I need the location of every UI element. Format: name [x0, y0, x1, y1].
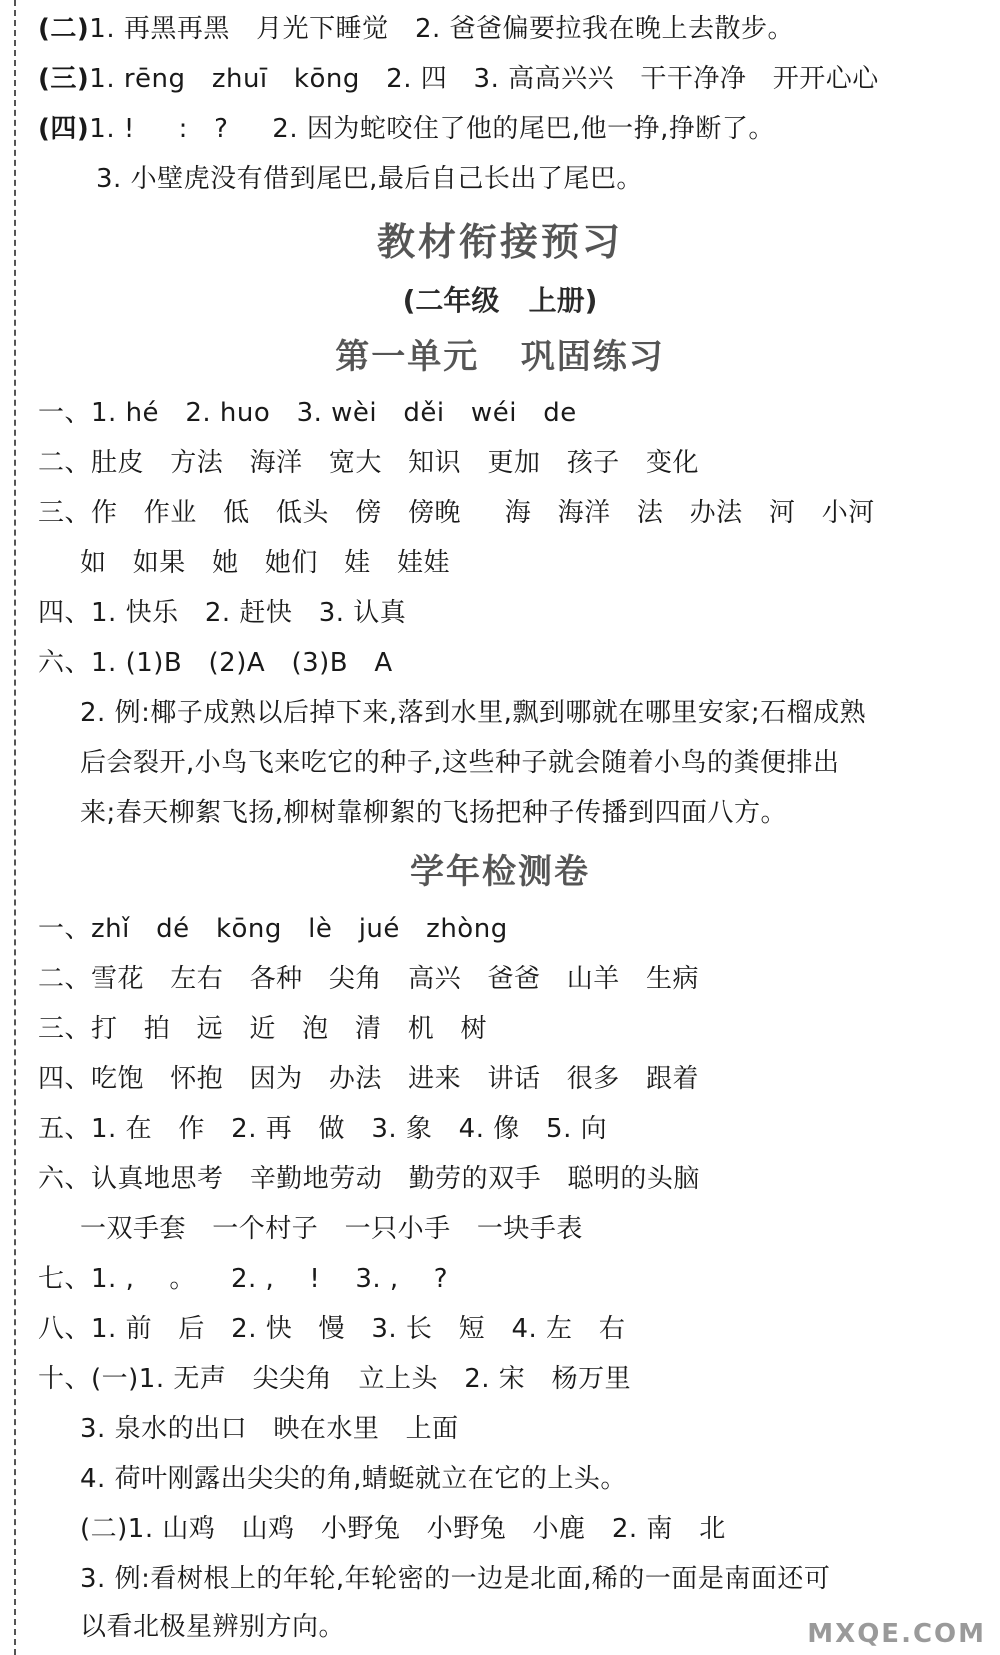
- unit1-line-3-cont: 如 如果 她 她们 娃 娃娃: [80, 548, 450, 578]
- exam-line-7: 七、1. , 。 2. , ! 3. , ?: [38, 1264, 449, 1294]
- answer-line-4-cont: 3. 小壁虎没有借到尾巴,最后自己长出了尾巴。: [96, 164, 643, 194]
- exam-title: 学年检测卷: [410, 852, 590, 892]
- answer-line-3: [38, 62, 879, 96]
- unit1-line-1: 一、1. hé 2. huo 3. wèi děi wéi de: [38, 398, 577, 428]
- answer-text: 1. 再黑再黑 月光下睡觉 2. 爸爸偏要拉我在晚上去散步。: [89, 14, 795, 44]
- exam-line-6: 六、认真地思考 辛勤地劳动 勤劳的双手 聪明的头脑: [38, 1164, 700, 1194]
- site-watermark: MXQE.COM: [807, 1619, 986, 1649]
- exam-line-10-part2-3: 3. 例:看树根上的年轮,年轮密的一边是北面,稀的一面是南面还可: [80, 1564, 831, 1594]
- exam-line-4: 四、吃饱 怀抱 因为 办法 进来 讲话 很多 跟着: [38, 1064, 700, 1094]
- unit1-title: 第一单元 巩固练习: [335, 337, 665, 377]
- answer-text: 1. rēng zhuī kōng 2. 四 3. 高高兴兴 干干净净 开开心心: [89, 64, 879, 94]
- exam-line-5: 五、1. 在 作 2. 再 做 3. 象 4. 像 5. 向: [38, 1114, 608, 1144]
- unit1-line-6-ex2: 后会裂开,小鸟飞来吃它的种子,这些种子就会随着小鸟的粪便排出: [80, 748, 840, 778]
- exam-line-3: 三、打 拍 远 近 泡 清 机 树: [38, 1014, 488, 1044]
- main-title: 教材衔接预习: [376, 220, 623, 264]
- answer-line-2: [38, 12, 794, 46]
- exam-line-10: 十、(一)1. 无声 尖尖角 立上头 2. 宋 杨万里: [38, 1364, 632, 1394]
- answer-line-4: [38, 112, 775, 146]
- unit1-line-6-ex1: 2. 例:椰子成熟以后掉下来,落到水里,飘到哪就在哪里安家;石榴成熟: [80, 698, 867, 728]
- exam-line-2: 二、雪花 左右 各种 尖角 高兴 爸爸 山羊 生病: [38, 964, 700, 994]
- section-marker: (二): [38, 14, 90, 44]
- exam-line-8: 八、1. 前 后 2. 快 慢 3. 长 短 4. 左 右: [38, 1314, 626, 1344]
- section-marker: (四): [38, 114, 90, 144]
- exam-line-10-3: 3. 泉水的出口 映在水里 上面: [80, 1414, 459, 1444]
- exam-line-6-cont: 一双手套 一个村子 一只小手 一块手表: [80, 1214, 583, 1244]
- unit1-line-6-ex3: 来;春天柳絮飞扬,柳树靠柳絮的飞扬把种子传播到四面八方。: [80, 798, 788, 828]
- exam-line-10-4: 4. 荷叶刚露出尖尖的角,蜻蜓就立在它的上头。: [80, 1464, 627, 1494]
- exam-line-10-part2-3-cont: 以看北极星辨别方向。: [80, 1612, 346, 1642]
- exam-line-1: 一、zhǐ dé kōng lè jué zhòng: [38, 914, 508, 944]
- unit1-line-6: 六、1. (1)B (2)A (3)B A: [38, 648, 393, 678]
- answer-text: 1. ! : ? 2. 因为蛇咬住了他的尾巴,他一挣,挣断了。: [89, 114, 775, 144]
- unit1-line-2: 二、肚皮 方法 海洋 宽大 知识 更加 孩子 变化: [38, 448, 700, 478]
- section-marker: (三): [38, 64, 90, 94]
- exam-line-10-part2: (二)1. 山鸡 山鸡 小野兔 小野兔 小鹿 2. 南 北: [80, 1514, 726, 1544]
- sub-title: (二年级 上册): [402, 284, 598, 317]
- unit1-line-3: 三、作 作业 低 低头 傍 傍晚 海 海洋 法 办法 河 小河: [38, 498, 875, 528]
- unit1-line-4: 四、1. 快乐 2. 赶快 3. 认真: [38, 598, 407, 628]
